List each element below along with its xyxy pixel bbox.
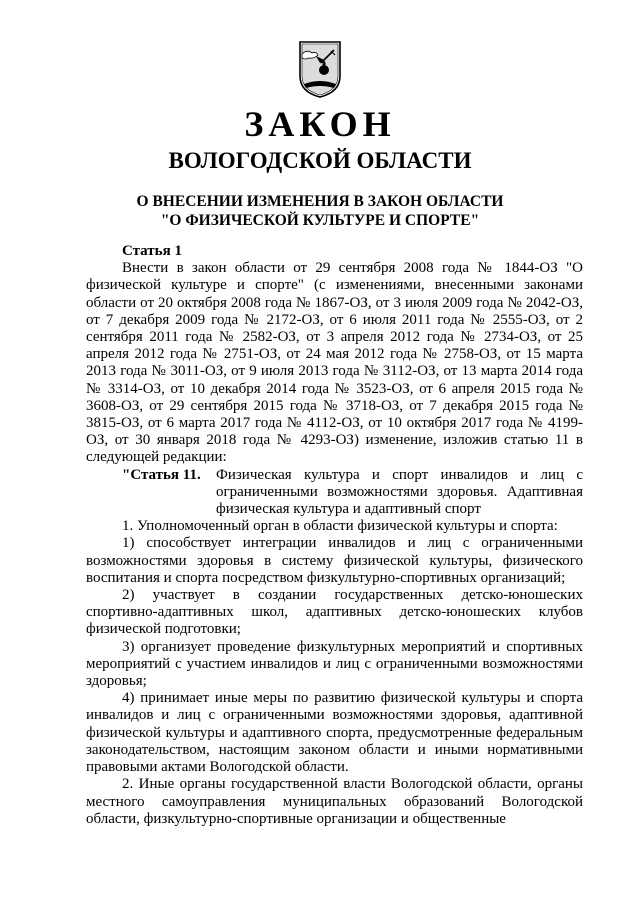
- article-11-header: [86, 467, 583, 519]
- law-subtitle: [0, 192, 640, 230]
- article-11-part-1: 1. Уполномоченный орган в области физической культуры и спорта:: [122, 518, 558, 535]
- article-11-title: Физическая культура и спорт инвалидов и лиц с ограниченными возможностями здоровья. Адаптивная физическая культура и адаптивный спорт: [216, 466, 583, 518]
- law-subtitle-line-2: "О ФИЗИЧЕСКОЙ КУЛЬТУРЕ И СПОРТЕ": [160, 212, 480, 229]
- article-11-item-3: 3) организует проведение физкультурных мероприятий и спортивных мероприятий с участием инвалидов и лиц с ограниченными возможностями здоровья;: [86, 638, 583, 690]
- article-1-heading: Статья 1: [122, 243, 182, 259]
- law-subtitle-line-1: О ВНЕСЕНИИ ИЗМЕНЕНИЯ В ЗАКОН ОБЛАСТИ: [136, 193, 504, 210]
- article-11-item-2: 2) участвует в создании государственных детско-юношеских спортивно-адаптивных школ, адаптивных детско-юношеских клубов физической подготовки;: [86, 587, 583, 638]
- article-11-label: "Статья 11.: [122, 466, 201, 483]
- coat-of-arms-icon: [298, 40, 342, 98]
- region-title: ВОЛОГОДСКОЙ ОБЛАСТИ: [168, 148, 472, 173]
- article-11-item-4: 4) принимает иные меры по развитию физической культуры и спорта инвалидов и лиц с ограниченными возможностями здоровья, адаптивной физической культуры и адаптивного спорта, предусмотренные федеральным законодательством, настоящим законом области и иными нормативными правовыми актами Вологодской области.: [86, 690, 583, 776]
- article-11-item-1: 1) способствует интеграции инвалидов и лиц с ограниченными возможностями здоровья в систему физической культуры, физического воспитания и спорта посредством физкультурно-спортивных организаций;: [86, 535, 583, 586]
- article-11-part-2: 2. Иные органы государственной власти Вологодской области, органы местного самоуправления муниципальных образований Вологодской области, физкультурно-спортивные организации и общественные: [86, 776, 583, 827]
- law-body: [86, 243, 583, 828]
- article-1-text: Внести в закон области от 29 сентября 2008 года № 1844-ОЗ "О физической культуре и спорте" (с изменениями, внесенными законами области от 20 октября 2008 года № 1867-ОЗ, от 3 июля 2009 года № 2042-ОЗ, от 7 декабря 2009 года № 2172-ОЗ, от 6 июля 2011 года № 2555-ОЗ, от 2 сентября 2011 года № 2582-ОЗ, от 3 апреля 2012 года № 2734-ОЗ, от 25 апреля 2012 года № 2751-ОЗ, от 24 мая 2012 года № 2758-ОЗ, от 15 марта 2013 года № 3011-ОЗ, от 9 июля 2013 года № 3112-ОЗ, от 13 марта 2014 года № 3314-ОЗ, от 10 декабря 2014 года № 3523-ОЗ, от 6 апреля 2015 года № 3608-ОЗ, от 29 сентября 2015 года № 3718-ОЗ, от 7 декабря 2015 года № 3815-ОЗ, от 6 марта 2017 года № 4112-ОЗ, от 10 октября 2017 года № 4199-ОЗ, от 30 января 2018 года № 4293-ОЗ) изменение, изложив статью 11 в следующей редакции:: [86, 260, 583, 466]
- law-title: ЗАКОН: [244, 104, 396, 144]
